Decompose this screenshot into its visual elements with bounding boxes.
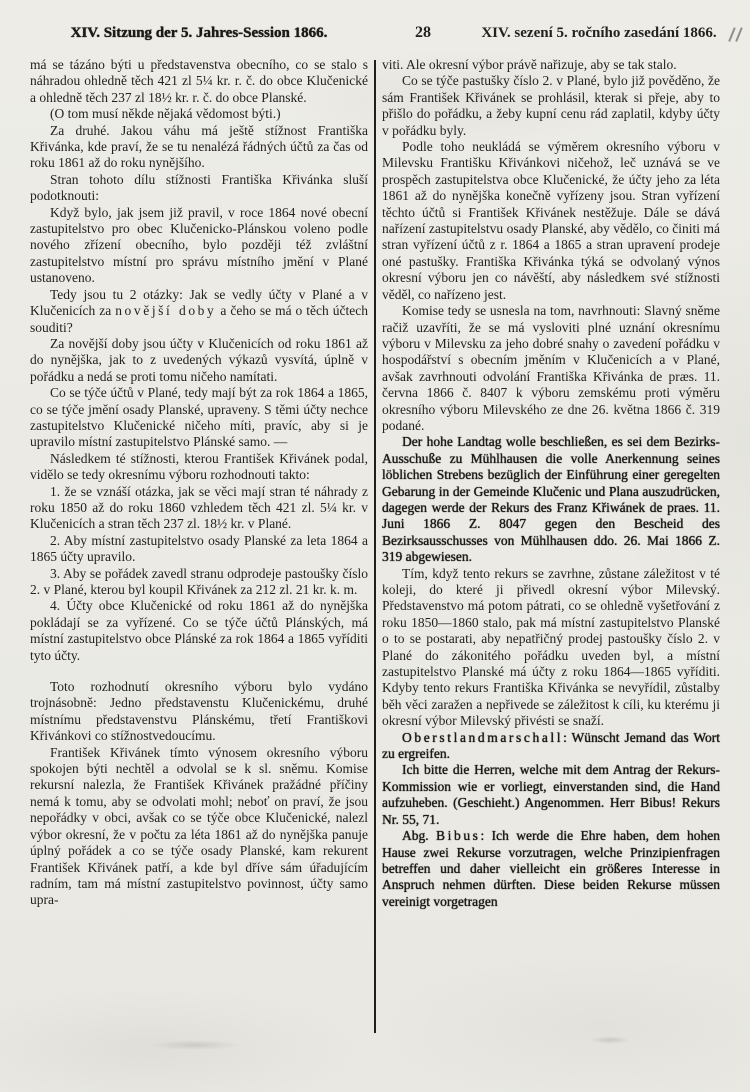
left-column-text bbox=[30, 57, 368, 909]
header-title-german: XIV. Sitzung der 5. Jahres-Session 1866. bbox=[70, 25, 328, 41]
text-segment: má se tázáno býti u představenstva obecního, co se stalo s náhradou ohledně těch 421 zl 5¼ kr. r. č. do obce Klučenické a ohledně těch 237 zl 18½ kr. r. č. do obce Planské. bbox=[30, 57, 368, 105]
text-segment: Tedy jsou tu 2 otázky: Jak se vedly účty v Plané a v Klučenicích za bbox=[30, 286, 368, 319]
page-header bbox=[30, 24, 720, 42]
paragraph bbox=[382, 73, 720, 139]
text-segment: Stran tohoto dílu stížnosti Františka Křivánka sluší podotknouti: bbox=[30, 171, 368, 204]
text-segment: 4. Účty obce Klučenické od roku 1861 až do nynějška pokládají se za vyřízené. Co se týče účtů Plánských, má místní zastupitelstvo obce Plánské za rok 1864 a 1865 vyříditi tyto účty. bbox=[30, 598, 368, 663]
text-segment: Abg. bbox=[402, 828, 437, 844]
scan-artifact-smudge bbox=[150, 1040, 240, 1050]
text-segment: Následkem té stížnosti, kterou František Křivánek podal, vidělo se tedy okresnímu výboru rozhodnouti takto: bbox=[30, 450, 368, 483]
text-segment: (O tom musí někde nějaká vědomost býti.) bbox=[50, 106, 281, 122]
paragraph bbox=[30, 484, 368, 533]
text-columns bbox=[30, 57, 720, 1033]
text-segment: Komise tedy se usnesla na tom, navrhnouti: Slavný sněme račiž uzavříti, že se má vysloviti plné uznání okresnímu výboru v Milevsku za jeho dobré snahy o zavedení pořádku v hospodářství s obecním jměním v Klučenicích a v Plané, avšak zavrhnouti odvolání Františka Křivánka de præs. 11. června 1866 č. 8407 k výboru zemskému proti výměru okresního výboru Milevského ze dne 26. května 1866 č. 319 podané. bbox=[382, 303, 720, 433]
text-segment: 2. Aby místní zastupitelstvo osady Planské za leta 1864 a 1865 účty upravilo. bbox=[30, 532, 368, 565]
text-segment: Ich bitte die Herren, welche mit dem Antrag der Rekurs-Kommission wie er vorliegt, einverstanden sind, die Hand aufzuheben. (Geschieht.) Angenommen. Herr Bibus! Rekurs Nr. 55, 71. bbox=[382, 762, 720, 827]
header-title-czech: XIV. sezení 5. ročního zasedání 1866. bbox=[481, 25, 717, 41]
paragraph bbox=[30, 385, 368, 451]
text-segment: Podle toho neukládá se výměrem okresního výboru v Milevsku Františku Křivánkovi ničehož, leč uznává se ve prospěch zastupitelstva obce Klučenické, že účty jeho za léta 1861 až do nynějška konečně vyřízeny jsou. Stran vyřízení těchto účtů si František Křivánek nestěžuje. Dále se dává nařízení zastupitelstvu osady Planské, aby vědělo, co činiti má stran vyřízení účtů z r. 1864 a 1865 a stran upravení prodeje oné pastušky. Františka Křivánka týká se odvolaný výnos okresní výboru jen co návěští, aby následkem své stížnosti věděl, co nařízeno jest. bbox=[382, 139, 720, 302]
text-segment: : Wünscht Jemand das Wort zu ergreifen. bbox=[382, 729, 720, 762]
text-segment: Za novější doby jsou účty v Klučenicích od roku 1861 až do nynějška, jak to z uvedených výkazů vysvítá, úplně v pořádku a nedá se proti tomu ničeho namítati. bbox=[30, 335, 368, 384]
column-divider bbox=[374, 60, 376, 1033]
paragraph bbox=[30, 598, 368, 664]
text-segment: Toto rozhodnutí okresního výboru bylo vydáno trojnásobně: Jedno představenstu Klučenickému, druhé místnímu představenstvu Plánskému, třetí Františkovi Křivánkovi co stížnostvedoucímu. bbox=[30, 679, 368, 744]
text-segment: Tím, když tento rekurs se zavrhne, zůstane záležitost v té koleji, do které ji přivedl okresní výbor Milevský. Představenstvo má potom pátrati, co se ohledně vyšetřování z roku 1850—1860 stalo, pak má místní zastupitelstvo Planské o to se postarati, aby nepatřičný prodej pastoušky číslo 2. v Plané do zákonitého pořádku uveden byl, a místní zastupitelstvo Planské má účty z roku 1864—1865 vyříditi. Kdyby tento rekurs Františka Křivánka se nevyřídil, zůstalby běh věci zaražen a nepřivede se záležitost k cíli, ku kterému ji okresní výbor Milevský přivésti se snaží. bbox=[382, 565, 720, 729]
paragraph bbox=[382, 566, 720, 730]
right-column-text bbox=[382, 57, 720, 910]
paragraph bbox=[382, 762, 720, 828]
text-segment: Když bylo, jak jsem již pravil, v roce 1864 nové obecní zastupitelstvo pro obec Klučenicko-Plánskou voleno podle nového zřízení obecního, bylo později též zvláštní zastupitelstvo místní pro správu místního jmění v Plané ustanoveno. bbox=[30, 204, 368, 286]
paragraph bbox=[30, 451, 368, 484]
paragraph bbox=[30, 533, 368, 566]
emphasized-spaced-text: Bibus bbox=[436, 828, 481, 844]
text-segment: Co se týče účtů v Plané, tedy mají být za rok 1864 a 1865, co se týče jmění osady Planské, upraveny. S těmi účty nechce zastupitelstvo Klučenické ničeho míti, pravíc, aby si je upravilo místní zastupitelstvo Plánské samo. — bbox=[30, 385, 368, 450]
paragraph bbox=[30, 287, 368, 336]
emphasized-spaced-text: Oberstlandmarschall bbox=[402, 729, 564, 745]
text-segment: Za druhé. Jakou váhu má ještě stížnost Františka Křivánka, kde praví, že se tu nenalézá řádných účtů za čas od roku 1861 až do roku nynějšího. bbox=[30, 122, 368, 171]
paragraph bbox=[30, 745, 368, 909]
text-segment: Der hohe Landtag wolle beschließen, es sei dem Bezirks-Ausschuße zu Mühlhausen die volle Anerkennung seines löblichen Strebens bezüglich der Einführung einer geregelten Gebarung in der Gemeinde Klučenic und Plana auszudrücken, dagegen werde der Rekurs des Franz Křiwánek de praes. 11. Juni 1866 Z. 8047 gegen den Bescheid des Bezirksausschusses von Mühlhausen ddo. 26. Mai 1866 Z. 319 abgewiesen. bbox=[382, 434, 720, 565]
paragraph bbox=[30, 57, 368, 106]
paragraph bbox=[30, 123, 368, 172]
paragraph bbox=[30, 336, 368, 385]
paragraph bbox=[382, 139, 720, 303]
text-segment: František Křivánek tímto výnosem okresního výboru spokojen býti nechtěl a odvolal se k sl. sněmu. Komise rekursní nalezla, že František Křivánek pražádné příčiny nemá k tomu, aby se odvolati mohl; neboť on praví, že jsou nepořádky v obci, avšak co se týče obce Klučenické, nalezl výbor okresní, že v počtu za léta 1861 až do nynějška panuje úplný pořádek a co se týče osady Planské, kam rekurent František Křivánek patří, a kde byl dříve sám úřadujícím radním, tam má místní zastupitelstvo povinnost, účty samo upra- bbox=[30, 744, 368, 908]
text-segment: a čeho se má o těch účtech souditi? bbox=[30, 303, 369, 335]
paragraph bbox=[382, 828, 720, 910]
text-segment: 1. že se vznáší otázka, jak se věci mají stran té náhrady z roku 1850 až do roku 1860 vzhledem těch 421 zl. 5¼ kr. v Klučenicích a stran těch 237 zl. 18½ kr. v Plané. bbox=[30, 483, 368, 532]
text-segment: Co se týče pastušky číslo 2. v Plané, bylo již pověděno, že sám František Křivánek se prohlásil, kterak si přeje, aby to přišlo do pořádku, a žeby kupní cenu rád zaplatil, kdyby účty v pořádku byly. bbox=[382, 73, 720, 138]
paragraph bbox=[30, 205, 368, 287]
scan-artifact-slashes bbox=[727, 27, 745, 43]
paragraph bbox=[30, 172, 368, 205]
text-segment: : Ich werde die Ehre haben, dem hohen Hause zwei Rekurse vorzutragen, welche Prinzipienfragen betreffen und daher vielleicht ein größeres Interesse in Anspruch nehmen dürften. Diese beiden Rekurse müssen vereinigt vorgetragen bbox=[382, 828, 720, 909]
paragraph bbox=[30, 566, 368, 599]
text-segment: 3. Aby se pořádek zavedl stranu odprodeje pastoušky číslo 2. v Plané, kterou byl koupil Křivánek za 212 zl. 21 kr. k. m. bbox=[30, 565, 368, 597]
paragraph bbox=[30, 106, 368, 122]
scan-artifact-smudge bbox=[590, 1036, 630, 1044]
text-segment: viti. Ale okresní výbor právě nařizuje, aby se tak stalo. bbox=[382, 57, 677, 72]
paragraph bbox=[30, 679, 368, 745]
emphasized-spaced-text: novější doby bbox=[115, 303, 217, 319]
paragraph bbox=[382, 434, 720, 565]
paragraph bbox=[382, 303, 720, 434]
paragraph bbox=[382, 57, 720, 73]
page-number: 28 bbox=[415, 24, 431, 41]
paragraph bbox=[382, 730, 720, 763]
